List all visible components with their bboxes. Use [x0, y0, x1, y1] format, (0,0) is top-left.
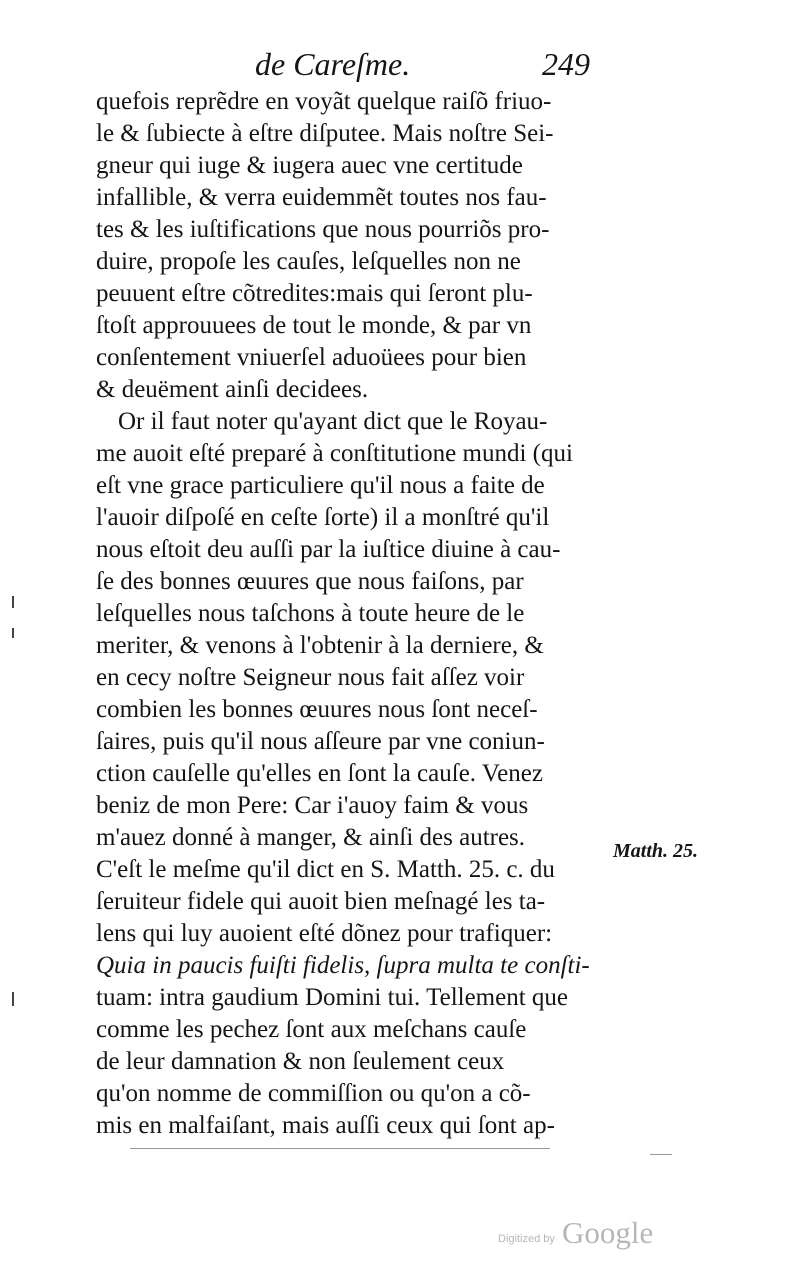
text-line: conſentement vniuerſel aduoüees pour bien [96, 344, 527, 371]
scan-speck [12, 596, 14, 608]
marginal-note: Matth. 25. [613, 840, 699, 862]
text-line: nous eſtoit deu auſſi par la iuſtice diuine à cau- [96, 536, 561, 563]
text-line: combien les bonnes œuures nous ſont neceſ- [96, 696, 538, 723]
page-number: 249 [542, 46, 590, 82]
text-line: lens qui luy auoient eſté dõnez pour trafiquer: [96, 920, 553, 947]
text-line: Or il faut noter qu'ayant dict que le Royau- [118, 408, 548, 435]
scan-speck [12, 628, 14, 638]
google-watermark [498, 1215, 678, 1255]
watermark-prefix: Digitized by [498, 1233, 555, 1245]
text-line: quefois reprẽdre en voyãt quelque raiſõ friuo- [96, 88, 552, 115]
text-line: ſtoſt approuuees de tout le monde, & par vn [96, 312, 532, 339]
text-line: duire, propoſe les cauſes, leſquelles non ne [96, 248, 521, 275]
text-line: peuuent eſtre cõtredites:mais qui ſeront plu- [96, 280, 533, 307]
scan-speck [12, 992, 14, 1006]
text-line: eſt vne grace particuliere qu'il nous a faite de [96, 472, 545, 499]
text-line: infallible, & verra euidemmẽt toutes nos fau- [96, 184, 547, 211]
text-line: tes & les iuſtifications que nous pourriõs pro- [96, 216, 550, 243]
text-line: ſeruiteur fidele qui auoit bien meſnagé les ta- [96, 888, 546, 915]
scan-dash [650, 1154, 672, 1155]
text-line: gneur qui iuge & iugera auec vne certitude [96, 152, 523, 179]
text-line: ction cauſelle qu'elles en ſont la cauſe. Venez [96, 760, 543, 787]
text-line: meriter, & venons à l'obtenir à la derniere, & [96, 632, 544, 659]
scan-dash [130, 1148, 550, 1149]
text-line: en cecy noſtre Seigneur nous fait aſſez voir [96, 664, 525, 691]
text-line: ſe des bonnes œuures que nous faiſons, par [96, 568, 524, 595]
text-line: de leur damnation & non ſeulement ceux [96, 1048, 505, 1075]
text-line: ſaires, puis qu'il nous aſſeure par vne coniun- [96, 728, 545, 755]
running-title: de Careſme. [255, 46, 411, 82]
text-line: qu'on nomme de commiſſion ou qu'on a cõ- [96, 1080, 531, 1107]
latin-quote-line: Quia in paucis fuiſti fidelis, ſupra multa te conſti- [96, 952, 590, 979]
text-line: m'auez donné à manger, & ainſi des autres. [96, 824, 526, 851]
text-line: l'auoir diſpoſé en ceſte ſorte) il a monſtré qu'il [96, 504, 550, 531]
text-line: leſquelles nous taſchons à toute heure de le [96, 600, 525, 627]
text-line: beniz de mon Pere: Car i'auoy faim & vous [96, 792, 529, 819]
text-line: me auoit eſté preparé à conſtitutione mundi (qui [96, 440, 573, 467]
text-line: mis en malfaiſant, mais auſſi ceux qui ſont ap- [96, 1112, 555, 1139]
text-line: comme les pechez ſont aux meſchans cauſe [96, 1016, 527, 1043]
text-line: & deuëment ainſi decidees. [96, 376, 369, 403]
text-line: C'eſt le meſme qu'il dict en S. Matth. 25. c. du [96, 856, 555, 883]
text-line: tuam: intra gaudium Domini tui. Tellement que [96, 984, 569, 1011]
watermark-brand: Google [562, 1215, 654, 1250]
text-line: le & ſubiecte à eſtre diſputee. Mais noſtre Sei- [96, 120, 554, 147]
